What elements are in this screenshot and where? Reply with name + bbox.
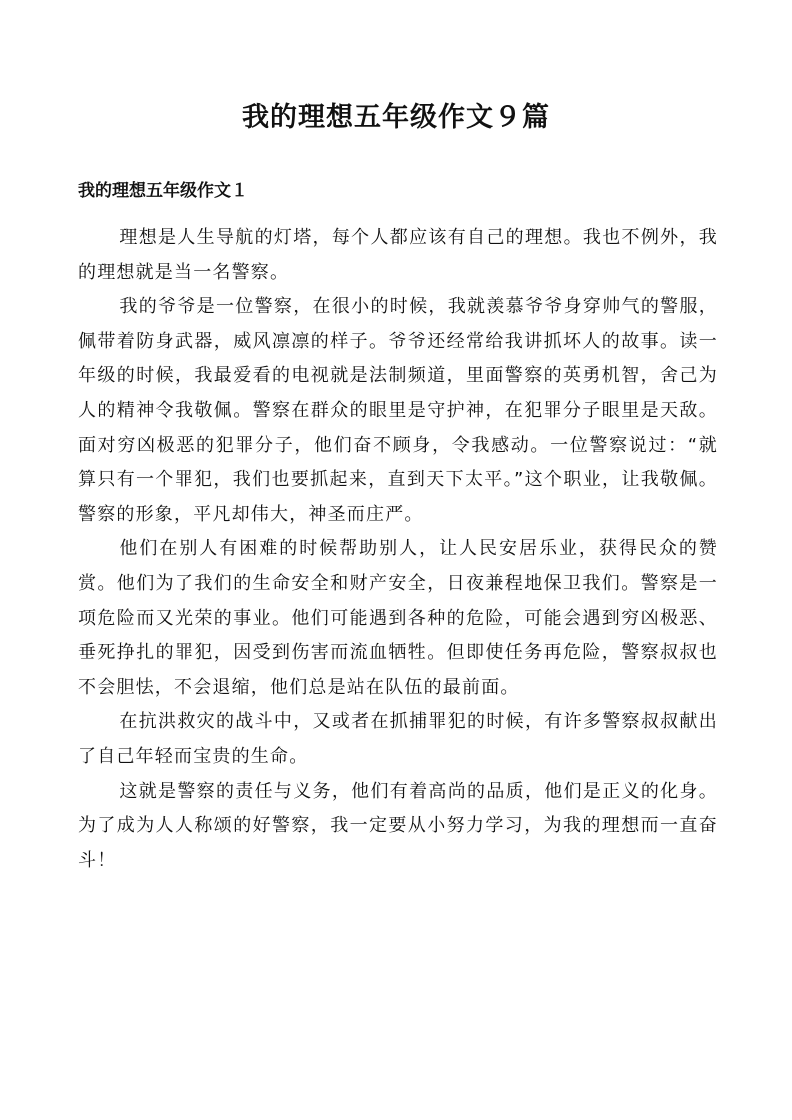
paragraph: 理想是人生导航的灯塔，每个人都应该有自己的理想。我也不例外，我的理想就是当一名警察。 [78,227,718,283]
document-title: 我的理想五年级作文９篇 [242,102,550,133]
section-heading: 我的理想五年级作文１ [78,181,248,201]
paragraph: 在抗洪救灾的战斗中，又或者在抓捕罪犯的时候，有许多警察叔叔献出了自己年轻而宝贵的生命。 [78,711,718,767]
paragraph: 他们在别人有困难的时候帮助别人，让人民安居乐业，获得民众的赞赏。他们为了我们的生命安全和财产安全，日夜兼程地保卫我们。警察是一项危险而又光荣的事业。他们可能遇到各种的危险，可能会遇到穷凶极恶、垂死挣扎的罪犯，因受到伤害而流血牺牲。但即使任务再危险，警察叔叔也不会胆怯，不会退缩，他们总是站在队伍的最前面。 [78,538,718,698]
section-body [78,221,718,878]
paragraph: 我的爷爷是一位警察，在很小的时候，我就羡慕爷爷身穿帅气的警服，佩带着防身武器，威风凛凛的样子。爷爷还经常给我讲抓坏人的故事。读一年级的时候，我最爱看的电视就是法制频道，里面警察的英勇机智，舍己为人的精神令我敬佩。警察在群众的眼里是守护神，在犯罪分子眼里是天敌。面对穷凶极恶的犯罪分子，他们奋不顾身，令我感动。一位警察说过：“就算只有一个罪犯，我们也要抓起来，直到天下太平。”这个职业，让我敬佩。警察的形象，平凡却伟大，神圣而庄严。 [78,296,718,525]
paragraph: 这就是警察的责任与义务，他们有着高尚的品质，他们是正义的化身。为了成为人人称颂的好警察，我一定要从小努力学习，为我的理想而一直奋斗！ [78,780,718,871]
